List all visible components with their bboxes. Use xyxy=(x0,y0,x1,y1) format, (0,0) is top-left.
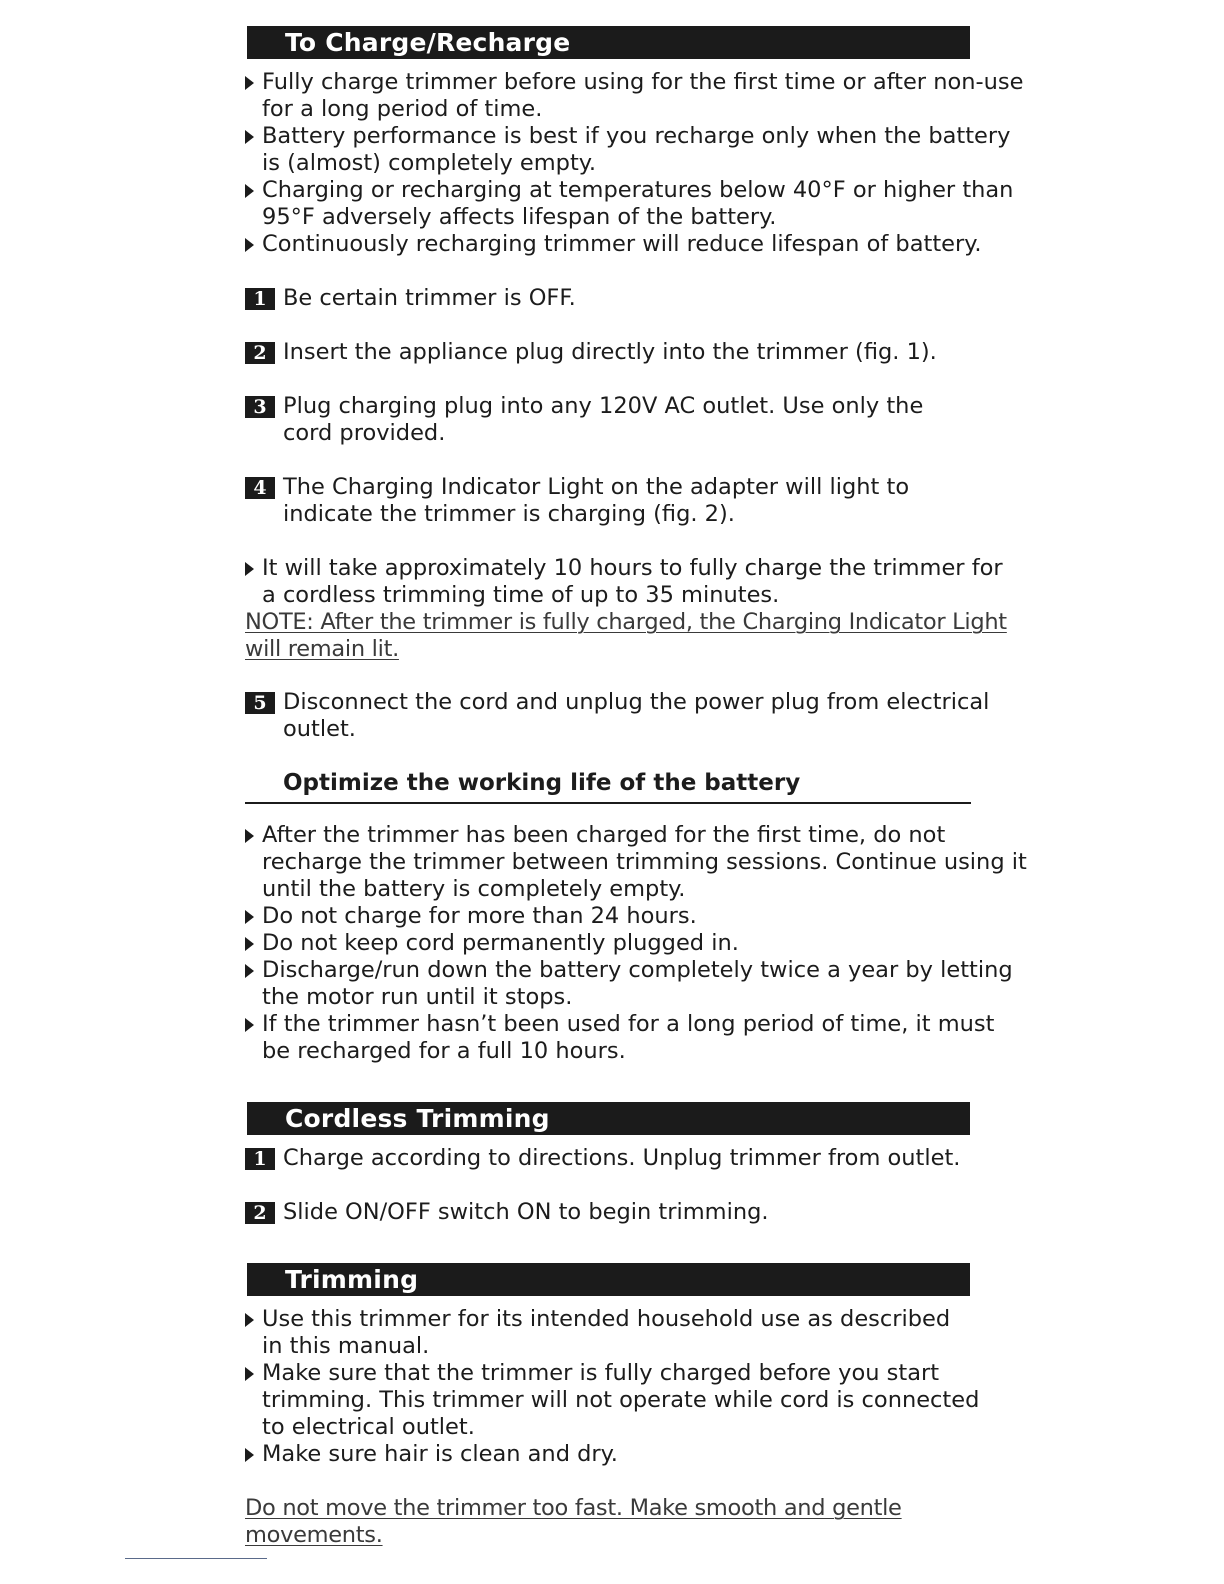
section-header-cordless: Cordless Trimming xyxy=(247,1102,970,1135)
list-item-continuation: 95°F adversely affects lifespan of the battery. xyxy=(262,204,777,230)
bullet-icon xyxy=(245,238,254,252)
list-item: Make sure that the trimmer is fully charged before you start xyxy=(245,1360,975,1387)
bullet-icon xyxy=(245,1313,254,1327)
charge-step-3 xyxy=(245,393,975,447)
section-header-trimming: Trimming xyxy=(247,1263,970,1296)
note-line: NOTE: After the trimmer is fully charged, the Charging Indicator Light xyxy=(245,609,1007,635)
step-text-continuation: outlet. xyxy=(283,716,356,742)
note-line: will remain lit. xyxy=(245,636,399,662)
cordless-step-2 xyxy=(245,1199,975,1226)
note-line: movements. xyxy=(245,1522,383,1548)
list-item: It will take approximately 10 hours to fully charge the trimmer for xyxy=(245,555,975,582)
list-item-continuation: is (almost) completely empty. xyxy=(262,150,597,176)
charge-step-5 xyxy=(245,689,990,743)
list-item-continuation: be recharged for a full 10 hours. xyxy=(262,1038,626,1064)
list-item-continuation: trimming. This trimmer will not operate while cord is connected xyxy=(262,1387,980,1413)
step-text-continuation: indicate the trimmer is charging (fig. 2). xyxy=(283,501,735,527)
bullet-icon xyxy=(245,1448,254,1462)
list-item-continuation: until the battery is completely empty. xyxy=(262,876,686,902)
step-number-badge: 3 xyxy=(245,396,275,418)
list-item-continuation: to electrical outlet. xyxy=(262,1414,475,1440)
list-item-continuation: recharge the trimmer between trimming sessions. Continue using it xyxy=(262,849,1027,875)
trimming-bullet-list xyxy=(245,1306,980,1468)
footer-divider xyxy=(125,1558,267,1559)
list-item: Do not keep cord permanently plugged in. xyxy=(245,930,975,957)
note-line: Do not move the trimmer too fast. Make smooth and gentle xyxy=(245,1495,902,1521)
cordless-step-1 xyxy=(245,1145,975,1172)
charge-time-bullet xyxy=(245,555,1003,609)
step-text: Charge according to directions. Unplug trimmer from outlet. xyxy=(283,1145,961,1171)
list-item: Charging or recharging at temperatures below 40°F or higher than xyxy=(245,177,975,204)
subheading-optimize: Optimize the working life of the battery xyxy=(245,769,971,804)
bullet-icon xyxy=(245,1367,254,1381)
list-item-continuation: in this manual. xyxy=(262,1333,430,1359)
list-item-continuation: a cordless trimming time of up to 35 minutes. xyxy=(262,582,780,608)
bullet-icon xyxy=(245,130,254,144)
bullet-icon xyxy=(245,937,254,951)
optimize-bullet-list xyxy=(245,822,1027,1065)
charge-step-2 xyxy=(245,339,975,366)
bullet-icon xyxy=(245,1018,254,1032)
charge-step-1 xyxy=(245,285,975,312)
bullet-icon xyxy=(245,829,254,843)
step-text: Slide ON/OFF switch ON to begin trimming. xyxy=(283,1199,769,1225)
list-item: Make sure hair is clean and dry. xyxy=(245,1441,975,1468)
bullet-icon xyxy=(245,76,254,90)
step-number-badge: 1 xyxy=(245,1148,275,1170)
step-number-badge: 1 xyxy=(245,288,275,310)
step-text-continuation: cord provided. xyxy=(283,420,446,446)
charge-bullet-list xyxy=(245,69,1024,258)
list-item: Discharge/run down the battery completely twice a year by letting xyxy=(245,957,975,984)
section-header-charge: To Charge/Recharge xyxy=(247,26,970,59)
bullet-icon xyxy=(245,562,254,576)
bullet-icon xyxy=(245,910,254,924)
list-item-continuation: the motor run until it stops. xyxy=(262,984,573,1010)
list-item: Battery performance is best if you recharge only when the battery xyxy=(245,123,975,150)
step-number-badge: 5 xyxy=(245,692,275,714)
list-item-continuation: for a long period of time. xyxy=(262,96,543,122)
step-text: Be certain trimmer is OFF. xyxy=(283,285,576,311)
bullet-icon xyxy=(245,184,254,198)
step-text: The Charging Indicator Light on the adapter will light to xyxy=(283,474,910,500)
step-number-badge: 2 xyxy=(245,342,275,364)
list-item: Use this trimmer for its intended household use as described xyxy=(245,1306,975,1333)
trimming-note xyxy=(245,1495,975,1549)
list-item: After the trimmer has been charged for the first time, do not xyxy=(245,822,975,849)
step-number-badge: 4 xyxy=(245,477,275,499)
step-text: Disconnect the cord and unplug the power plug from electrical xyxy=(283,689,990,715)
charge-note xyxy=(245,609,1007,663)
step-text: Insert the appliance plug directly into the trimmer (fig. 1). xyxy=(283,339,937,365)
bullet-icon xyxy=(245,964,254,978)
step-text: Plug charging plug into any 120V AC outlet. Use only the xyxy=(283,393,924,419)
list-item: Do not charge for more than 24 hours. xyxy=(245,903,975,930)
step-number-badge: 2 xyxy=(245,1202,275,1224)
list-item: Fully charge trimmer before using for the first time or after non-use xyxy=(245,69,975,96)
list-item: If the trimmer hasn’t been used for a long period of time, it must xyxy=(245,1011,975,1038)
charge-step-4 xyxy=(245,474,975,528)
list-item: Continuously recharging trimmer will reduce lifespan of battery. xyxy=(245,231,975,258)
